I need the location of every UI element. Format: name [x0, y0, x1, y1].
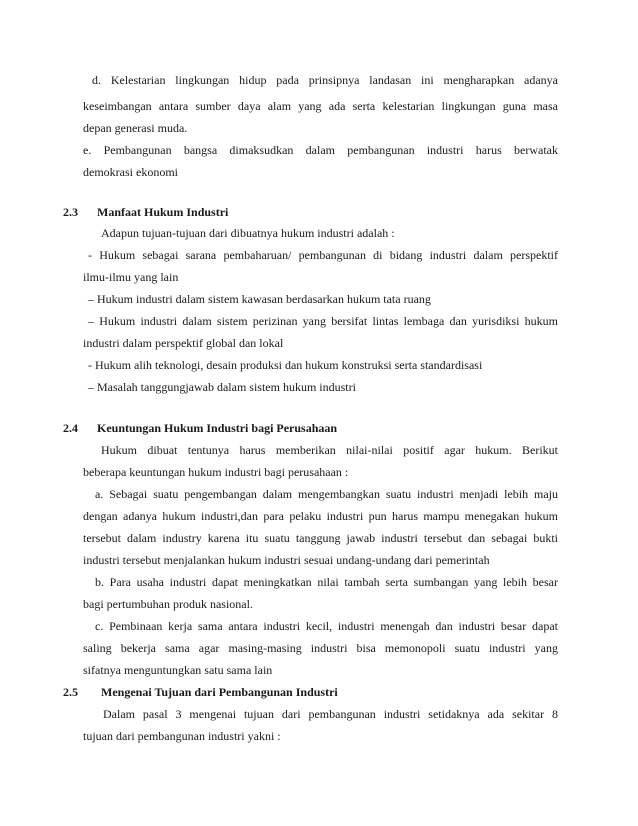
paragraph-line: depan generasi muda.: [83, 121, 188, 135]
list-item: c. Pembinaan kerja sama antara industri kecil, industri menengah dan industri besar dapat: [95, 619, 558, 633]
section-number: 2.3: [63, 205, 78, 219]
paragraph-line: ilmu-ilmu yang lain: [83, 270, 179, 284]
list-item: - Hukum sebagai sarana pembaharuan/ pembangunan di bidang industri dalam perspektif: [88, 248, 558, 262]
section-title: Keuntungan Hukum Industri bagi Perusahaan: [97, 421, 338, 435]
section-title: Manfaat Hukum Industri: [97, 205, 229, 219]
list-item: a. Sebagai suatu pengembangan dalam mengembangkan suatu industri menjadi lebih maju: [95, 487, 558, 501]
paragraph-line: saling bekerja sama agar masing-masing industri bisa memonopoli suatu industri yang: [83, 641, 558, 655]
paragraph-line: d. Kelestarian lingkungan hidup pada prinsipnya landasan ini mengharapkan adanya: [92, 73, 558, 87]
paragraph-line: industri tersebut menjalankan hukum industri sesuai undang-undang dari pemerintah: [83, 553, 490, 567]
list-item: – Hukum industri dalam sistem kawasan berdasarkan hukum tata ruang: [88, 292, 431, 306]
paragraph-line: industri dalam perspektif global dan lokal: [83, 336, 284, 350]
paragraph-line: Dalam pasal 3 mengenai tujuan dari pembangunan industri setidaknya ada sekitar 8: [103, 707, 558, 721]
paragraph-line: beberapa keuntungan hukum industri bagi perusahaan :: [83, 465, 349, 479]
section-title: Mengenai Tujuan dari Pembangunan Industri: [101, 685, 338, 699]
paragraph-line: Adapun tujuan-tujuan dari dibuatnya hukum industri adalah :: [101, 226, 395, 240]
paragraph-line: tujuan dari pembangunan industri yakni :: [83, 729, 281, 743]
paragraph-line: demokrasi ekonomi: [83, 165, 178, 179]
paragraph-line: Hukum dibuat tentunya harus memberikan nilai-nilai positif agar hukum. Berikut: [101, 443, 558, 457]
paragraph-line: e. Pembangunan bangsa dimaksudkan dalam pembangunan industri harus berwatak: [83, 143, 558, 157]
list-item: – Masalah tanggungjawab dalam sistem hukum industri: [88, 380, 356, 394]
paragraph-line: keseimbangan antara sumber daya alam yang ada serta kelestarian lingkungan guna masa: [83, 99, 558, 113]
list-item: - Hukum alih teknologi, desain produksi dan hukum konstruksi serta standardisasi: [88, 358, 483, 372]
list-item: – Hukum industri dalam sistem perizinan yang bersifat lintas lembaga dan yurisdiksi hukum: [88, 314, 558, 328]
paragraph-line: tersebut dalam industry karena itu suatu tanggung jawab industri tersebut dan sebagai bukti: [83, 531, 558, 545]
paragraph-line: sifatnya menguntungkan satu sama lain: [83, 663, 273, 677]
list-item: b. Para usaha industri dapat meningkatkan nilai tambah serta sumbangan yang lebih besar: [95, 575, 558, 589]
section-number: 2.5: [63, 685, 78, 699]
paragraph-line: bagi pertumbuhan produk nasional.: [83, 597, 253, 611]
paragraph-line: dengan adanya hukum industri,dan para pelaku industri pun harus mampu menegakan hukum: [83, 509, 558, 523]
section-number: 2.4: [63, 421, 78, 435]
